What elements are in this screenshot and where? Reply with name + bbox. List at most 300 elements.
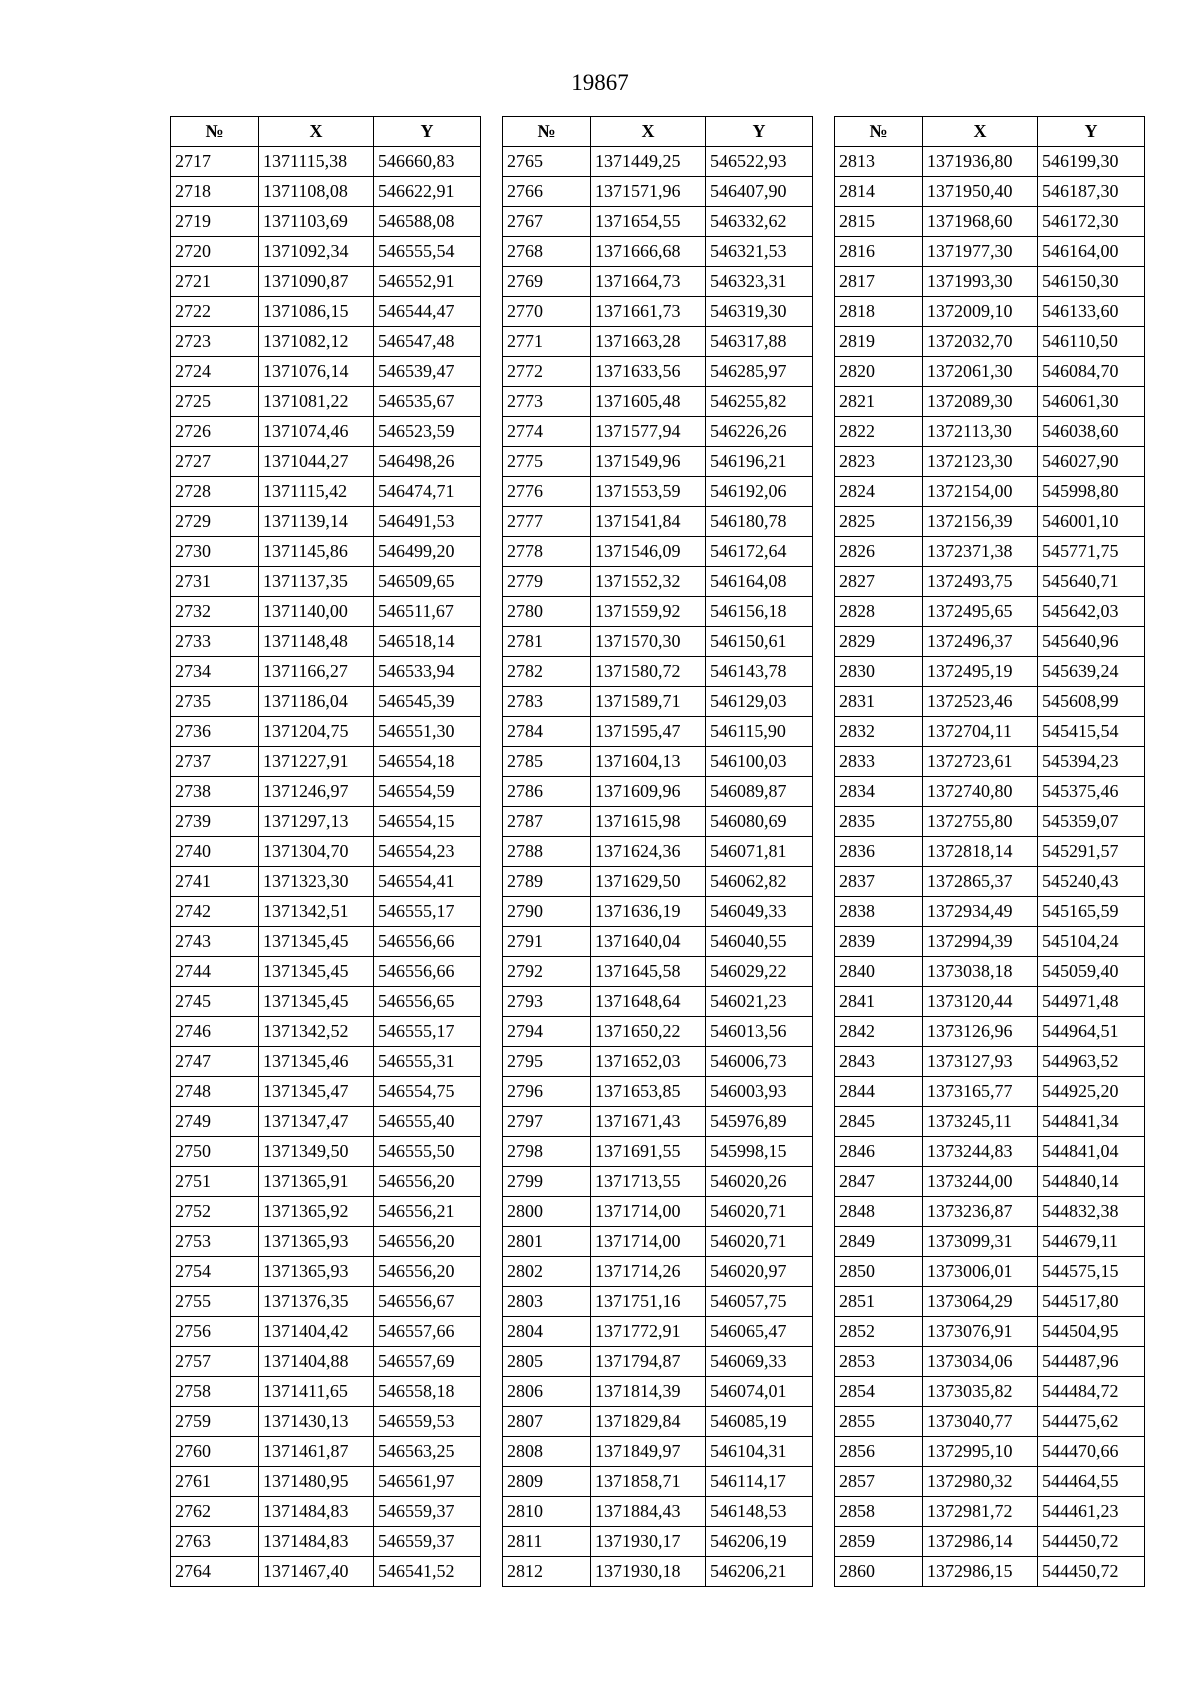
point-number-cell: 2789	[503, 867, 591, 897]
point-number-cell: 2860	[835, 1557, 923, 1587]
x-coordinate-cell: 1372089,30	[923, 387, 1038, 417]
point-number-cell: 2717	[171, 147, 259, 177]
point-number-cell: 2814	[835, 177, 923, 207]
table-row	[835, 267, 1145, 297]
x-coordinate-cell: 1372495,65	[923, 597, 1038, 627]
table-row	[171, 1557, 481, 1587]
point-number-cell: 2767	[503, 207, 591, 237]
y-coordinate-cell: 546554,15	[374, 807, 481, 837]
x-coordinate-cell: 1371186,04	[259, 687, 374, 717]
point-number-cell: 2734	[171, 657, 259, 687]
y-coordinate-cell: 546491,53	[374, 507, 481, 537]
y-coordinate-cell: 546539,47	[374, 357, 481, 387]
x-coordinate-cell: 1371653,85	[591, 1077, 706, 1107]
point-number-cell: 2736	[171, 717, 259, 747]
point-number-cell: 2755	[171, 1287, 259, 1317]
y-coordinate-cell: 546551,30	[374, 717, 481, 747]
table-row	[503, 837, 813, 867]
y-coordinate-cell: 546559,53	[374, 1407, 481, 1437]
x-coordinate-cell: 1371541,84	[591, 507, 706, 537]
x-coordinate-cell: 1371645,58	[591, 957, 706, 987]
y-coordinate-cell: 545240,43	[1038, 867, 1145, 897]
table-row	[503, 357, 813, 387]
table-row	[503, 567, 813, 597]
x-coordinate-cell: 1371714,00	[591, 1227, 706, 1257]
point-number-cell: 2790	[503, 897, 591, 927]
y-coordinate-cell: 546006,73	[706, 1047, 813, 1077]
table-row	[503, 1167, 813, 1197]
table-row	[503, 1077, 813, 1107]
point-number-cell: 2801	[503, 1227, 591, 1257]
table-row	[835, 297, 1145, 327]
table-row	[171, 1167, 481, 1197]
x-coordinate-cell: 1371624,36	[591, 837, 706, 867]
table-row	[171, 297, 481, 327]
x-coordinate-cell: 1371713,55	[591, 1167, 706, 1197]
y-coordinate-cell: 546407,90	[706, 177, 813, 207]
y-coordinate-cell: 546172,64	[706, 537, 813, 567]
y-coordinate-cell: 546084,70	[1038, 357, 1145, 387]
y-coordinate-cell: 546069,33	[706, 1347, 813, 1377]
y-coordinate-cell: 546196,21	[706, 447, 813, 477]
table-row	[171, 417, 481, 447]
table-row	[835, 627, 1145, 657]
point-number-cell: 2745	[171, 987, 259, 1017]
x-coordinate-cell: 1371829,84	[591, 1407, 706, 1437]
y-coordinate-cell: 546556,21	[374, 1197, 481, 1227]
y-coordinate-cell: 546559,37	[374, 1497, 481, 1527]
y-coordinate-cell: 546556,65	[374, 987, 481, 1017]
x-coordinate-cell: 1373165,77	[923, 1077, 1038, 1107]
point-number-cell: 2821	[835, 387, 923, 417]
point-number-cell: 2835	[835, 807, 923, 837]
table-row	[835, 657, 1145, 687]
point-number-cell: 2786	[503, 777, 591, 807]
point-number-cell: 2815	[835, 207, 923, 237]
y-coordinate-cell: 546080,69	[706, 807, 813, 837]
y-coordinate-cell: 546555,17	[374, 1017, 481, 1047]
y-coordinate-cell: 546554,75	[374, 1077, 481, 1107]
point-number-cell: 2822	[835, 417, 923, 447]
y-coordinate-cell: 545998,80	[1038, 477, 1145, 507]
table-row	[835, 1437, 1145, 1467]
x-coordinate-cell: 1371076,14	[259, 357, 374, 387]
y-coordinate-cell: 546255,82	[706, 387, 813, 417]
table-row	[503, 927, 813, 957]
point-number-cell: 2851	[835, 1287, 923, 1317]
y-coordinate-cell: 546164,00	[1038, 237, 1145, 267]
point-number-cell: 2754	[171, 1257, 259, 1287]
table-row	[835, 1017, 1145, 1047]
x-coordinate-cell: 1372986,14	[923, 1527, 1038, 1557]
y-coordinate-cell: 546535,67	[374, 387, 481, 417]
x-coordinate-cell: 1372123,30	[923, 447, 1038, 477]
x-coordinate-cell: 1371204,75	[259, 717, 374, 747]
y-coordinate-cell: 546555,31	[374, 1047, 481, 1077]
y-coordinate-cell: 546556,67	[374, 1287, 481, 1317]
x-coordinate-cell: 1371993,30	[923, 267, 1038, 297]
x-coordinate-cell: 1371484,83	[259, 1527, 374, 1557]
point-number-cell: 2843	[835, 1047, 923, 1077]
x-coordinate-cell: 1371570,30	[591, 627, 706, 657]
table-row	[835, 477, 1145, 507]
point-number-cell: 2824	[835, 477, 923, 507]
point-number-cell: 2802	[503, 1257, 591, 1287]
table-row	[835, 1467, 1145, 1497]
x-coordinate-cell: 1371090,87	[259, 267, 374, 297]
table-row	[171, 717, 481, 747]
y-coordinate-cell: 544841,34	[1038, 1107, 1145, 1137]
y-coordinate-cell: 546545,39	[374, 687, 481, 717]
table-row	[835, 1257, 1145, 1287]
point-number-cell: 2825	[835, 507, 923, 537]
point-number-cell: 2798	[503, 1137, 591, 1167]
column-header-y: Y	[374, 117, 481, 147]
point-number-cell: 2752	[171, 1197, 259, 1227]
point-number-cell: 2753	[171, 1227, 259, 1257]
point-number-cell: 2837	[835, 867, 923, 897]
y-coordinate-cell: 545291,57	[1038, 837, 1145, 867]
y-coordinate-cell: 545415,54	[1038, 717, 1145, 747]
table-row	[835, 1527, 1145, 1557]
table-row	[835, 1077, 1145, 1107]
y-coordinate-cell: 546180,78	[706, 507, 813, 537]
y-coordinate-cell: 546323,31	[706, 267, 813, 297]
y-coordinate-cell: 545642,03	[1038, 597, 1145, 627]
y-coordinate-cell: 544971,48	[1038, 987, 1145, 1017]
point-number-cell: 2836	[835, 837, 923, 867]
point-number-cell: 2739	[171, 807, 259, 837]
x-coordinate-cell: 1371814,39	[591, 1377, 706, 1407]
table-body	[171, 147, 481, 1587]
point-number-cell: 2757	[171, 1347, 259, 1377]
column-header-y: Y	[706, 117, 813, 147]
point-number-cell: 2726	[171, 417, 259, 447]
table-row	[835, 207, 1145, 237]
table-row	[835, 1197, 1145, 1227]
y-coordinate-cell: 546544,47	[374, 297, 481, 327]
x-coordinate-cell: 1372493,75	[923, 567, 1038, 597]
table-row	[503, 1317, 813, 1347]
table-row	[835, 1107, 1145, 1137]
y-coordinate-cell: 546622,91	[374, 177, 481, 207]
x-coordinate-cell: 1372994,39	[923, 927, 1038, 957]
y-coordinate-cell: 546556,20	[374, 1167, 481, 1197]
x-coordinate-cell: 1371666,68	[591, 237, 706, 267]
table-row	[503, 1137, 813, 1167]
table-row	[503, 1467, 813, 1497]
y-coordinate-cell: 546317,88	[706, 327, 813, 357]
y-coordinate-cell: 546071,81	[706, 837, 813, 867]
point-number-cell: 2796	[503, 1077, 591, 1107]
x-coordinate-cell: 1371115,38	[259, 147, 374, 177]
point-number-cell: 2813	[835, 147, 923, 177]
y-coordinate-cell: 546509,65	[374, 567, 481, 597]
y-coordinate-cell: 546110,50	[1038, 327, 1145, 357]
table-row	[503, 777, 813, 807]
point-number-cell: 2840	[835, 957, 923, 987]
table-row	[503, 1437, 813, 1467]
point-number-cell: 2856	[835, 1437, 923, 1467]
y-coordinate-cell: 546020,97	[706, 1257, 813, 1287]
point-number-cell: 2803	[503, 1287, 591, 1317]
table-row	[835, 327, 1145, 357]
x-coordinate-cell: 1371349,50	[259, 1137, 374, 1167]
table-row	[503, 327, 813, 357]
table-row	[171, 147, 481, 177]
table-row	[171, 597, 481, 627]
y-coordinate-cell: 546332,62	[706, 207, 813, 237]
x-coordinate-cell: 1371430,13	[259, 1407, 374, 1437]
column-header-x: X	[259, 117, 374, 147]
table-row	[835, 897, 1145, 927]
table-row	[835, 1317, 1145, 1347]
table-row	[835, 1497, 1145, 1527]
y-coordinate-cell: 545639,24	[1038, 657, 1145, 687]
table-row	[503, 687, 813, 717]
point-number-cell: 2742	[171, 897, 259, 927]
x-coordinate-cell: 1371650,22	[591, 1017, 706, 1047]
x-coordinate-cell: 1371552,32	[591, 567, 706, 597]
point-number-cell: 2729	[171, 507, 259, 537]
table-row	[171, 537, 481, 567]
x-coordinate-cell: 1372986,15	[923, 1557, 1038, 1587]
y-coordinate-cell: 546499,20	[374, 537, 481, 567]
x-coordinate-cell: 1373120,44	[923, 987, 1038, 1017]
table-row	[835, 1347, 1145, 1377]
point-number-cell: 2827	[835, 567, 923, 597]
x-coordinate-cell: 1371652,03	[591, 1047, 706, 1077]
table-row	[171, 1497, 481, 1527]
x-coordinate-cell: 1371074,46	[259, 417, 374, 447]
table-row	[835, 1557, 1145, 1587]
y-coordinate-cell: 546522,93	[706, 147, 813, 177]
table-row	[503, 267, 813, 297]
point-number-cell: 2794	[503, 1017, 591, 1047]
point-number-cell: 2859	[835, 1527, 923, 1557]
point-number-cell: 2799	[503, 1167, 591, 1197]
x-coordinate-cell: 1371589,71	[591, 687, 706, 717]
table-header-row	[835, 117, 1145, 147]
point-number-cell: 2797	[503, 1107, 591, 1137]
table-row	[171, 807, 481, 837]
x-coordinate-cell: 1371304,70	[259, 837, 374, 867]
y-coordinate-cell: 544475,62	[1038, 1407, 1145, 1437]
x-coordinate-cell: 1371345,47	[259, 1077, 374, 1107]
y-coordinate-cell: 545998,15	[706, 1137, 813, 1167]
x-coordinate-cell: 1371549,96	[591, 447, 706, 477]
table-row	[171, 447, 481, 477]
point-number-cell: 2763	[171, 1527, 259, 1557]
point-number-cell: 2746	[171, 1017, 259, 1047]
table-row	[835, 567, 1145, 597]
table-row	[835, 1227, 1145, 1257]
table-row	[171, 1227, 481, 1257]
y-coordinate-cell: 546556,20	[374, 1227, 481, 1257]
x-coordinate-cell: 1373245,11	[923, 1107, 1038, 1137]
y-coordinate-cell: 546114,17	[706, 1467, 813, 1497]
coordinates-table-1	[170, 116, 481, 1587]
y-coordinate-cell: 545771,75	[1038, 537, 1145, 567]
table-row	[171, 207, 481, 237]
point-number-cell: 2777	[503, 507, 591, 537]
x-coordinate-cell: 1371044,27	[259, 447, 374, 477]
x-coordinate-cell: 1371615,98	[591, 807, 706, 837]
point-number-cell: 2743	[171, 927, 259, 957]
x-coordinate-cell: 1371323,30	[259, 867, 374, 897]
y-coordinate-cell: 546557,66	[374, 1317, 481, 1347]
table-row	[171, 777, 481, 807]
x-coordinate-cell: 1373076,91	[923, 1317, 1038, 1347]
table-row	[171, 1437, 481, 1467]
table-row	[171, 927, 481, 957]
x-coordinate-cell: 1372009,10	[923, 297, 1038, 327]
x-coordinate-cell: 1371571,96	[591, 177, 706, 207]
point-number-cell: 2764	[171, 1557, 259, 1587]
point-number-cell: 2773	[503, 387, 591, 417]
point-number-cell: 2747	[171, 1047, 259, 1077]
y-coordinate-cell: 544964,51	[1038, 1017, 1145, 1047]
y-coordinate-cell: 546554,41	[374, 867, 481, 897]
y-coordinate-cell: 546555,40	[374, 1107, 481, 1137]
table-header-row	[503, 117, 813, 147]
table-row	[835, 747, 1145, 777]
table-row	[835, 957, 1145, 987]
point-number-cell: 2775	[503, 447, 591, 477]
x-coordinate-cell: 1371559,92	[591, 597, 706, 627]
y-coordinate-cell: 546199,30	[1038, 147, 1145, 177]
x-coordinate-cell: 1372113,30	[923, 417, 1038, 447]
x-coordinate-cell: 1371347,47	[259, 1107, 374, 1137]
y-coordinate-cell: 546321,53	[706, 237, 813, 267]
point-number-cell: 2807	[503, 1407, 591, 1437]
y-coordinate-cell: 546001,10	[1038, 507, 1145, 537]
y-coordinate-cell: 546065,47	[706, 1317, 813, 1347]
x-coordinate-cell: 1371714,26	[591, 1257, 706, 1287]
x-coordinate-cell: 1372723,61	[923, 747, 1038, 777]
y-coordinate-cell: 546533,94	[374, 657, 481, 687]
x-coordinate-cell: 1371654,55	[591, 207, 706, 237]
y-coordinate-cell: 546588,08	[374, 207, 481, 237]
table-row	[503, 1497, 813, 1527]
point-number-cell: 2855	[835, 1407, 923, 1437]
table-row	[171, 987, 481, 1017]
x-coordinate-cell: 1373034,06	[923, 1347, 1038, 1377]
x-coordinate-cell: 1372523,46	[923, 687, 1038, 717]
x-coordinate-cell: 1371930,18	[591, 1557, 706, 1587]
y-coordinate-cell: 546541,52	[374, 1557, 481, 1587]
x-coordinate-cell: 1371166,27	[259, 657, 374, 687]
y-coordinate-cell: 545165,59	[1038, 897, 1145, 927]
x-coordinate-cell: 1372818,14	[923, 837, 1038, 867]
x-coordinate-cell: 1371977,30	[923, 237, 1038, 267]
page-number: 19867	[571, 70, 629, 95]
coordinates-table-3	[834, 116, 1145, 1587]
x-coordinate-cell: 1371246,97	[259, 777, 374, 807]
point-number-cell: 2772	[503, 357, 591, 387]
point-number-cell: 2832	[835, 717, 923, 747]
table-row	[835, 237, 1145, 267]
table-row	[503, 1197, 813, 1227]
table-row	[835, 987, 1145, 1017]
x-coordinate-cell: 1371365,93	[259, 1227, 374, 1257]
point-number-cell: 2737	[171, 747, 259, 777]
x-coordinate-cell: 1371605,48	[591, 387, 706, 417]
table-row	[171, 357, 481, 387]
y-coordinate-cell: 546021,23	[706, 987, 813, 1017]
table-row	[835, 687, 1145, 717]
x-coordinate-cell: 1372980,32	[923, 1467, 1038, 1497]
table-row	[171, 237, 481, 267]
y-coordinate-cell: 545359,07	[1038, 807, 1145, 837]
point-number-cell: 2818	[835, 297, 923, 327]
y-coordinate-cell: 544679,11	[1038, 1227, 1145, 1257]
point-number-cell: 2857	[835, 1467, 923, 1497]
x-coordinate-cell: 1371467,40	[259, 1557, 374, 1587]
table-row	[171, 1137, 481, 1167]
table-row	[835, 717, 1145, 747]
point-number-cell: 2749	[171, 1107, 259, 1137]
point-number-cell: 2838	[835, 897, 923, 927]
y-coordinate-cell: 546554,59	[374, 777, 481, 807]
point-number-cell: 2730	[171, 537, 259, 567]
table-row	[503, 507, 813, 537]
x-coordinate-cell: 1371103,69	[259, 207, 374, 237]
y-coordinate-cell: 546038,60	[1038, 417, 1145, 447]
x-coordinate-cell: 1371546,09	[591, 537, 706, 567]
table-body	[835, 147, 1145, 1587]
y-coordinate-cell: 546143,78	[706, 657, 813, 687]
table-row	[171, 1017, 481, 1047]
point-number-cell: 2751	[171, 1167, 259, 1197]
table-row	[171, 1377, 481, 1407]
point-number-cell: 2781	[503, 627, 591, 657]
x-coordinate-cell: 1371968,60	[923, 207, 1038, 237]
y-coordinate-cell: 546172,30	[1038, 207, 1145, 237]
point-number-cell: 2849	[835, 1227, 923, 1257]
table-row	[835, 1167, 1145, 1197]
y-coordinate-cell: 546040,55	[706, 927, 813, 957]
y-coordinate-cell: 546013,56	[706, 1017, 813, 1047]
x-coordinate-cell: 1371082,12	[259, 327, 374, 357]
point-number-cell: 2808	[503, 1437, 591, 1467]
point-number-cell: 2776	[503, 477, 591, 507]
y-coordinate-cell: 546226,26	[706, 417, 813, 447]
x-coordinate-cell: 1371345,45	[259, 987, 374, 1017]
x-coordinate-cell: 1371086,15	[259, 297, 374, 327]
point-number-cell: 2783	[503, 687, 591, 717]
point-number-cell: 2810	[503, 1497, 591, 1527]
x-coordinate-cell: 1371950,40	[923, 177, 1038, 207]
x-coordinate-cell: 1373035,82	[923, 1377, 1038, 1407]
point-number-cell: 2720	[171, 237, 259, 267]
point-number-cell: 2858	[835, 1497, 923, 1527]
point-number-cell: 2725	[171, 387, 259, 417]
point-number-cell: 2823	[835, 447, 923, 477]
point-number-cell: 2793	[503, 987, 591, 1017]
y-coordinate-cell: 544450,72	[1038, 1527, 1145, 1557]
table-row	[503, 537, 813, 567]
table-row	[835, 1287, 1145, 1317]
table-row	[503, 447, 813, 477]
y-coordinate-cell: 545104,24	[1038, 927, 1145, 957]
y-coordinate-cell: 544841,04	[1038, 1137, 1145, 1167]
table-row	[503, 1527, 813, 1557]
point-number-cell: 2756	[171, 1317, 259, 1347]
y-coordinate-cell: 544470,66	[1038, 1437, 1145, 1467]
table-row	[171, 897, 481, 927]
point-number-cell: 2732	[171, 597, 259, 627]
